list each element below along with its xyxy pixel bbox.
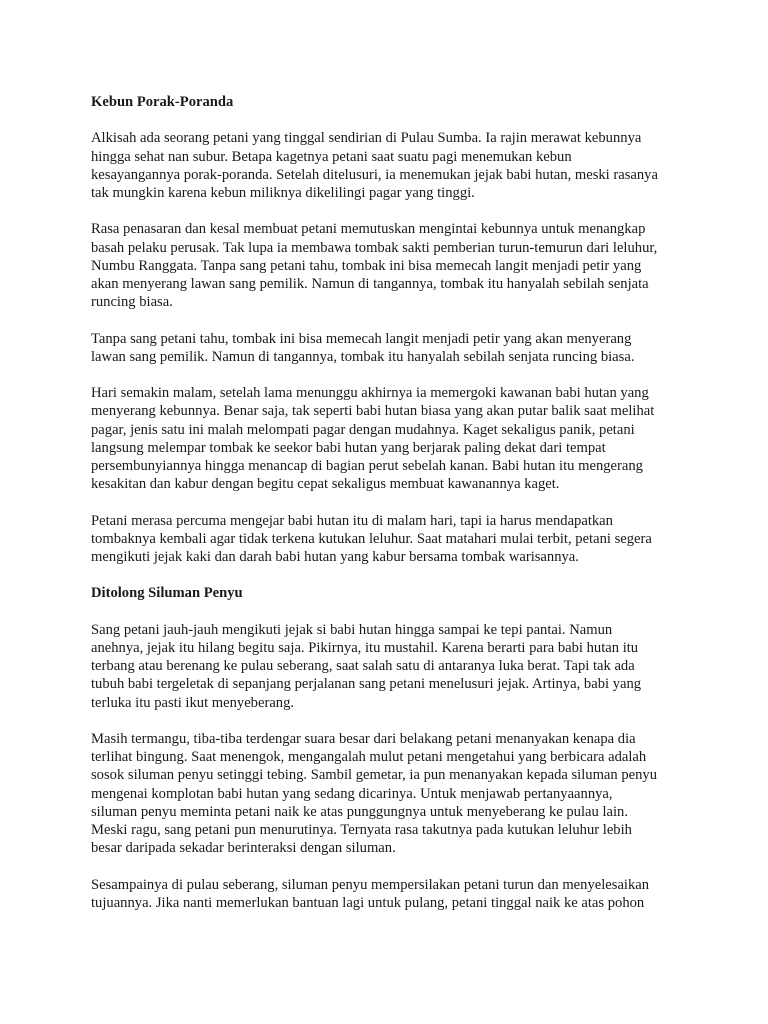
paragraph: [91, 730, 701, 857]
text-line: terlihat bingung. Saat menengok, mengangalah mulut petani mengetahui yang berbicara adalah: [91, 749, 647, 766]
text-line: Petani merasa percuma mengejar babi hutan itu di malam hari, tapi ia harus mendapatkan: [91, 512, 613, 529]
text-line: hingga sehat nan subur. Betapa kagetnya petani saat suatu pagi menemukan kebun: [91, 148, 572, 165]
text-line: tombaknya kembali agar tidak terkena kutukan leluhur. Saat matahari mulai terbit, petani segera: [91, 530, 652, 547]
text-line: anehnya, jejak itu hilang begitu saja. Pikirnya, itu mustahil. Karena berarti para babi hutan itu: [91, 639, 639, 656]
text-line: terbang atau berenang ke pulau seberang, saat salah satu di antaranya luka berat. Tapi tak ada: [91, 658, 635, 675]
text-line: siluman penyu meminta petani naik ke atas punggungnya untuk menyeberang ke pulau lain.: [91, 803, 628, 820]
section-heading-ditolong-siluman-penyu: Ditolong Siluman Penyu: [91, 585, 243, 602]
text-line: persembunyiannya hingga menancap di bagian perut sebelah kanan. Babi hutan itu mengerang: [91, 458, 643, 474]
text-line: tujuannya. Jika nanti memerlukan bantuan lagi untuk pulang, petani tinggal naik ke atas pohon: [91, 894, 645, 911]
paragraph: [91, 129, 701, 202]
text-line: Alkisah ada seorang petani yang tinggal sendirian di Pulau Sumba. Ia rajin merawat kebunnya: [91, 130, 642, 147]
text-line: kesakitan dan kabur dengan begitu cepat sekaligus membuat kawanannya kaget.: [91, 476, 560, 493]
text-line: akan menyerang lawan sang pemilik. Namun di tangannya, tombak itu hanyalah sebilah senjata: [91, 276, 649, 292]
text-line: langsung melempar tombak ke seekor babi hutan yang berjarak paling dekat dari tempat: [91, 439, 606, 456]
paragraph: [91, 330, 701, 366]
text-line: mengikuti jejak kaki dan darah babi hutan yang kabur bersama tombak warisannya.: [91, 549, 579, 565]
text-line: Meski ragu, sang petani pun menurutinya. Ternyata rasa takutnya pada kutukan leluhur lebih: [91, 822, 632, 838]
paragraph: [91, 384, 701, 493]
text-line: pagar, jenis satu ini malah melompati pagar dengan mudahnya. Kaget sekaligus panik, petani: [91, 421, 635, 438]
paragraph: [91, 512, 701, 567]
text-line: tubuh babi tergeletak di sepanjang perjalanan sang petani menelusuri jejak. Artinya, babi yang: [91, 676, 642, 693]
text-line: lawan sang pemilik. Namun di tangannya, tombak itu hanyalah sebilah senjata runcing biasa.: [91, 348, 635, 365]
text-line: menyerang kebunnya. Benar saja, tak seperti babi hutan biasa yang akan putar balik saat melihat: [91, 403, 655, 420]
text-line: Sang petani jauh-jauh mengikuti jejak si babi hutan hingga sampai ke tepi pantai. Namun: [91, 621, 613, 638]
text-line: sosok siluman penyu setinggi tebing. Sambil gemetar, ia pun menanyakan kepada siluman penyu: [91, 767, 658, 784]
document-page: [91, 93, 701, 930]
text-line: kesayangannya porak-poranda. Setelah ditelusuri, ia menemukan jejak babi hutan, meski rasanya: [91, 166, 658, 183]
text-line: mengenai komplotan babi hutan yang sedang dicarinya. Untuk menjawab pertanyaannya,: [91, 785, 613, 802]
text-line: besar daripada sekadar berinteraksi dengan siluman.: [91, 840, 396, 857]
text-line: Sesampainya di pulau seberang, siluman penyu mempersilakan petani turun dan menyelesaikan: [91, 876, 650, 893]
text-line: Numbu Ranggata. Tanpa sang petani tahu, tombak ini bisa memecah langit menjadi petir yang: [91, 257, 642, 274]
text-line: Hari semakin malam, setelah lama menunggu akhirnya ia memergoki kawanan babi hutan yang: [91, 385, 649, 402]
text-line: terluka itu pasti ikut menyeberang.: [91, 694, 295, 711]
text-line: Rasa penasaran dan kesal membuat petani memutuskan mengintai kebunnya untuk menangkap: [91, 221, 646, 238]
text-line: Tanpa sang petani tahu, tombak ini bisa memecah langit menjadi petir yang akan menyerang: [91, 330, 632, 347]
section-heading-kebun-porak-poranda: Kebun Porak-Poranda: [91, 94, 234, 110]
paragraph: [91, 876, 701, 912]
paragraph: [91, 621, 701, 712]
text-line: runcing biasa.: [91, 294, 173, 311]
text-line: basah pelaku perusak. Tak lupa ia membawa tombak sakti pemberian turun-temurun dari leluhur,: [91, 239, 658, 256]
text-line: tak mungkin karena kebun miliknya dikelilingi pagar yang tinggi.: [91, 185, 475, 201]
paragraph: [91, 220, 701, 311]
text-line: Masih termangu, tiba-tiba terdengar suara besar dari belakang petani menanyakan kenapa dia: [91, 730, 636, 747]
